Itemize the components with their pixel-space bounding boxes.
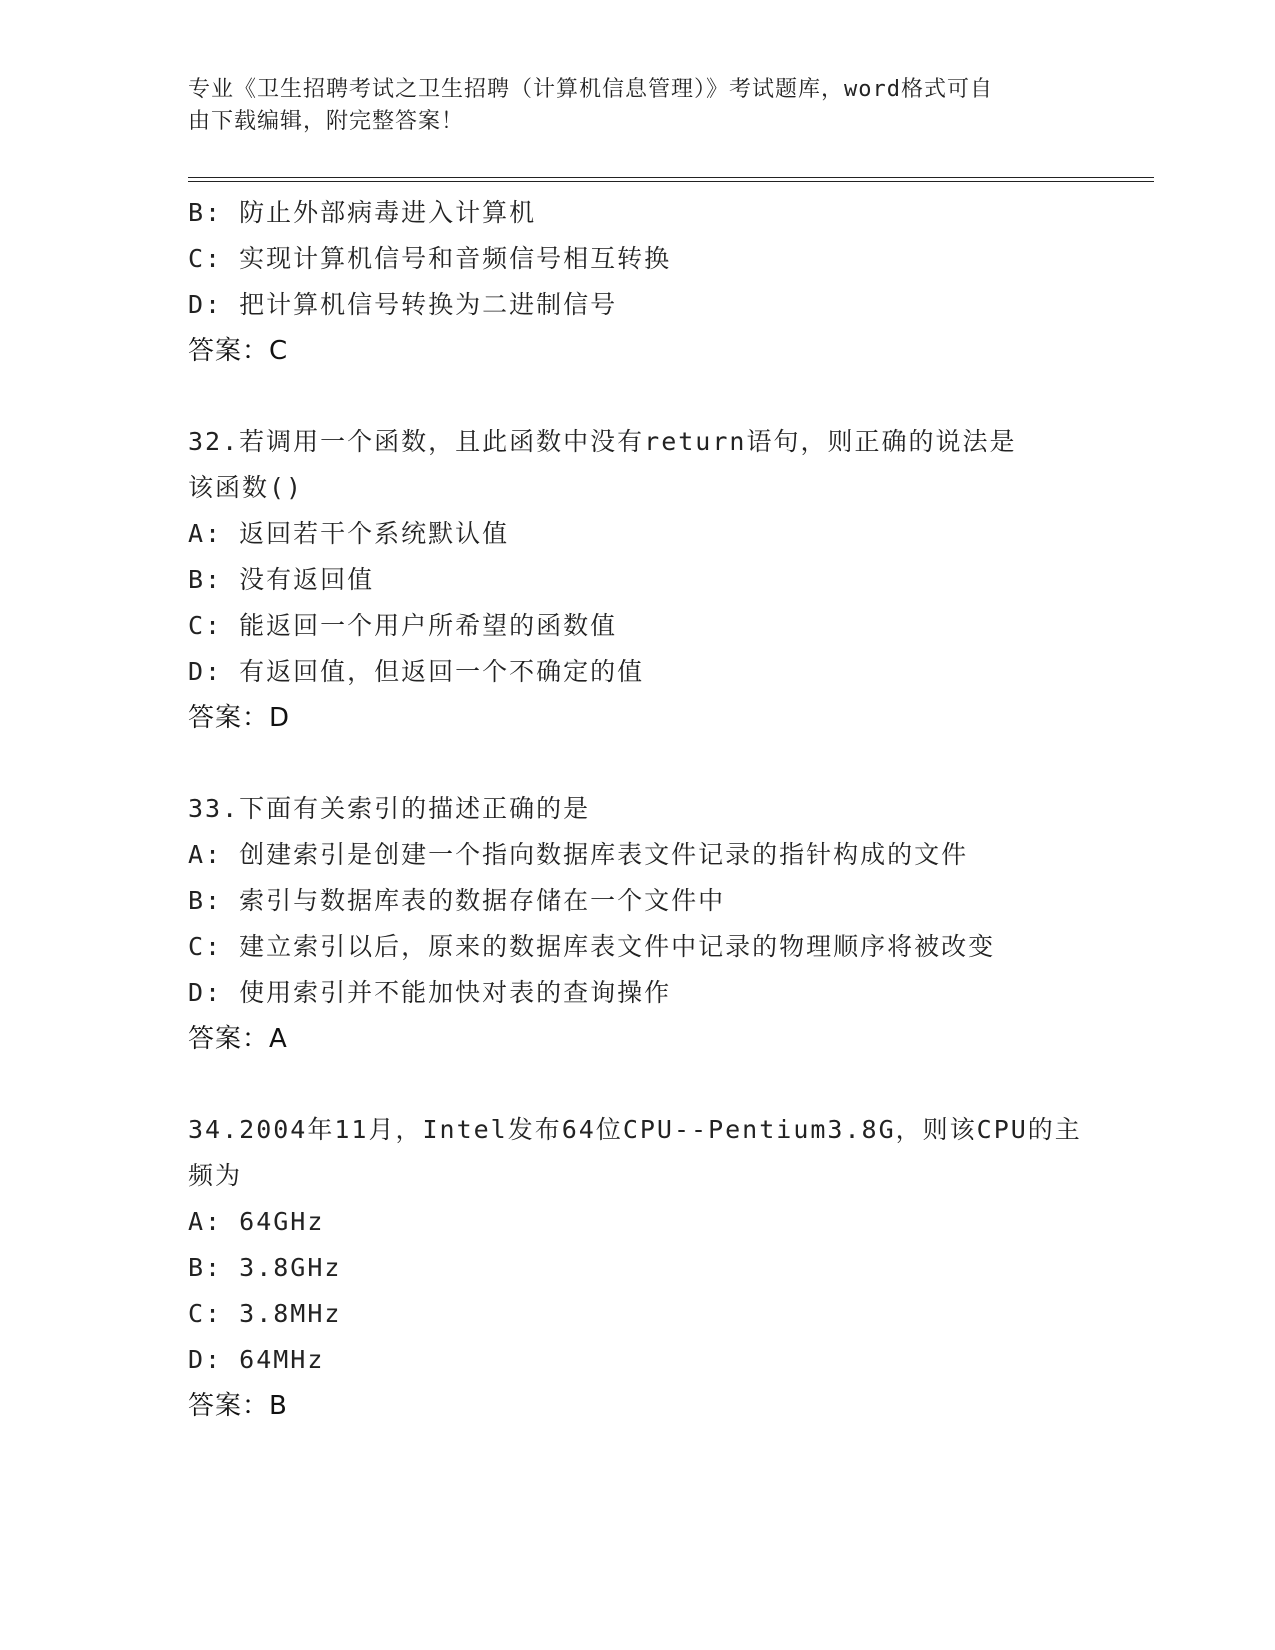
spacer	[188, 374, 1088, 419]
q31-answer: 答案：C	[188, 336, 289, 366]
q34-option-a: A: 64GHz	[188, 1207, 325, 1236]
header-line-1: 专业《卫生招聘考试之卫生招聘（计算机信息管理）》考试题库，word格式可自	[188, 77, 993, 102]
header-divider-top	[188, 177, 1154, 178]
spacer	[188, 1062, 1088, 1107]
q32-title-line-2: 该函数()	[188, 473, 304, 502]
q33-answer: 答案：A	[188, 1024, 288, 1054]
q32-title-line-1: 32.若调用一个函数，且此函数中没有return语句，则正确的说法是	[188, 427, 1017, 456]
q34-option-c: C: 3.8MHz	[188, 1299, 342, 1328]
q32-answer: 答案：D	[188, 703, 291, 733]
q31-option-c: C: 实现计算机信号和音频信号相互转换	[188, 244, 672, 273]
q32-option-a: A: 返回若干个系统默认值	[188, 519, 510, 548]
q31-option-d: D: 把计算机信号转换为二进制信号	[188, 290, 618, 319]
q33-option-b: B: 索引与数据库表的数据存储在一个文件中	[188, 886, 726, 915]
q33-option-d: D: 使用索引并不能加快对表的查询操作	[188, 978, 672, 1007]
q34-title-line-1: 34.2004年11月，Intel发布64位CPU--Pentium3.8G，则该CPU的主	[188, 1115, 1082, 1144]
q33-title-line-1: 33.下面有关索引的描述正确的是	[188, 794, 591, 823]
q31-option-b: B: 防止外部病毒进入计算机	[188, 198, 537, 227]
document-header	[188, 74, 1068, 138]
question-list	[188, 190, 1088, 1429]
question-32	[188, 419, 1088, 741]
q33-option-a: A: 创建索引是创建一个指向数据库表文件记录的指针构成的文件	[188, 840, 969, 869]
q32-option-c: C: 能返回一个用户所希望的函数值	[188, 611, 618, 640]
question-34	[188, 1107, 1088, 1429]
q34-answer: 答案：B	[188, 1391, 288, 1421]
q33-option-c: C: 建立索引以后，原来的数据库表文件中记录的物理顺序将被改变	[188, 932, 996, 961]
q32-option-b: B: 没有返回值	[188, 565, 375, 594]
header-line-2: 由下载编辑，附完整答案！	[188, 109, 465, 134]
question-31	[188, 190, 1088, 374]
question-33	[188, 786, 1088, 1062]
q34-option-d: D: 64MHz	[188, 1345, 325, 1374]
q34-option-b: B: 3.8GHz	[188, 1253, 342, 1282]
q34-title-line-2: 频为	[188, 1161, 243, 1190]
q32-option-d: D: 有返回值，但返回一个不确定的值	[188, 657, 645, 686]
spacer	[188, 741, 1088, 786]
header-divider-bottom	[188, 181, 1154, 182]
